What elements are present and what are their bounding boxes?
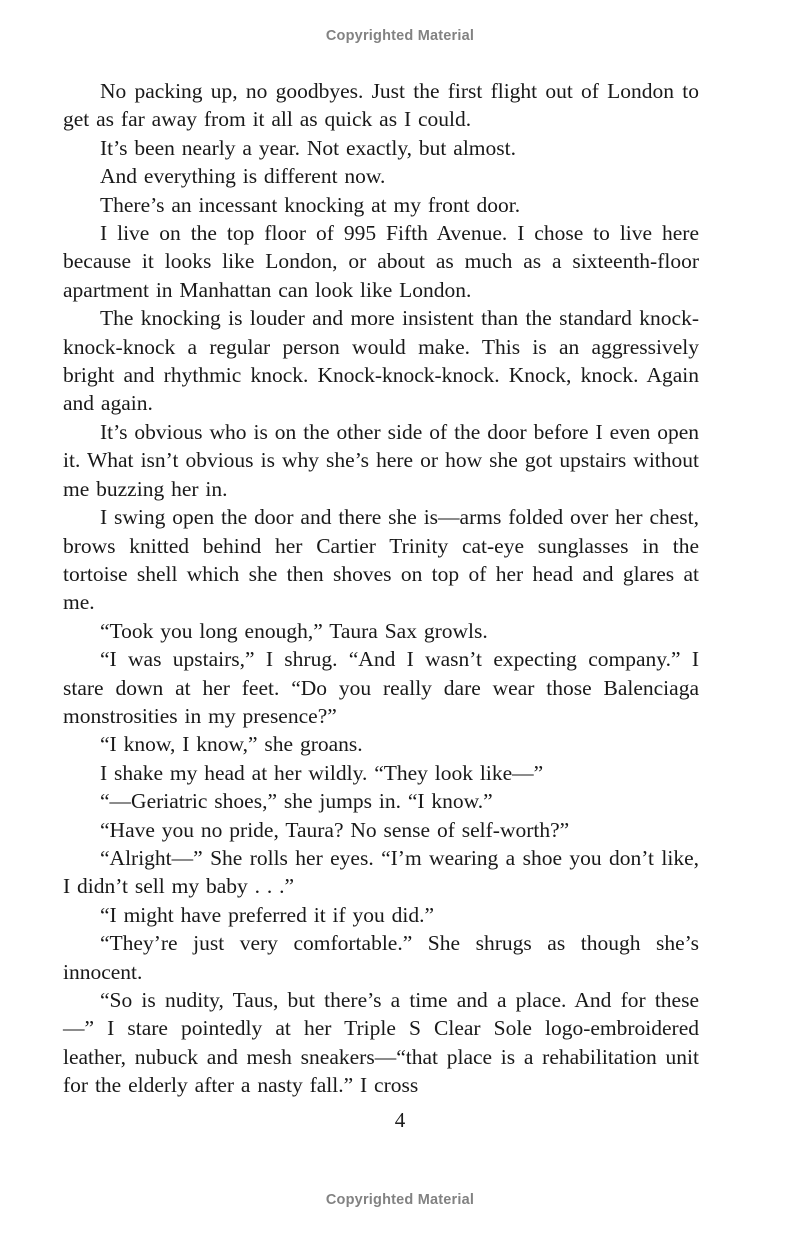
paragraph: “Alright—” She rolls her eyes. “I’m wearing a shoe you don’t like, I didn’t sell my baby . . .” [63, 845, 699, 899]
paragraph: “So is nudity, Taus, but there’s a time and a place. And for these—” I stare pointedly at her Triple S Clear Sole logo-embroidered leather, nubuck and mesh sneakers—“that place is a rehabilitation unit for the elderly after a nasty fall.” I cross [63, 988, 699, 1098]
copyright-notice-bottom: Copyrighted Material [325, 1192, 475, 1208]
page-number: 4 [394, 1108, 406, 1132]
paragraph: I swing open the door and there she is—arms folded over her chest, brows knitted behind her Cartier Trinity cat-eye sunglasses in the tortoise shell which she then shoves on top of her head and glares at me. [63, 505, 699, 615]
copyright-notice-top: Copyrighted Material [325, 28, 475, 44]
paragraph: No packing up, no goodbyes. Just the first flight out of London to get as far away from it all as quick as I could. [63, 79, 699, 132]
body-text [63, 77, 699, 1100]
paragraph: There’s an incessant knocking at my front door. [100, 192, 521, 217]
paragraph: “They’re just very comfortable.” She shrugs as though she’s innocent. [63, 931, 699, 984]
paragraph: “Took you long enough,” Taura Sax growls. [100, 618, 488, 643]
paragraph: It’s obvious who is on the other side of the door before I even open it. What isn’t obvious is why she’s here or how she got upstairs without me buzzing her in. [63, 419, 699, 501]
paragraph: “I was upstairs,” I shrug. “And I wasn’t expecting company.” I stare down at her feet. “Do you really dare wear those Balenciaga monstrosities in my presence?” [63, 647, 699, 728]
paragraph: And everything is different now. [100, 164, 386, 189]
paragraph: The knocking is louder and more insistent than the standard knock-knock-knock a regular person would make. This is an aggressively bright and rhythmic knock. Knock-knock-knock. Knock, knock. Again and again. [63, 306, 699, 416]
paragraph: “Have you no pride, Taura? No sense of self-worth?” [100, 817, 570, 842]
paragraph: I shake my head at her wildly. “They look like—” [100, 760, 544, 785]
paragraph: “I know, I know,” she groans. [100, 732, 363, 757]
paragraph: I live on the top floor of 995 Fifth Avenue. I chose to live here because it looks like London, or about as much as a sixteenth-floor apartment in Manhattan can look like London. [63, 221, 699, 302]
paragraph: It’s been nearly a year. Not exactly, but almost. [100, 135, 516, 160]
paragraph: “I might have preferred it if you did.” [100, 902, 435, 927]
paragraph: “—Geriatric shoes,” she jumps in. “I know.” [100, 789, 493, 814]
